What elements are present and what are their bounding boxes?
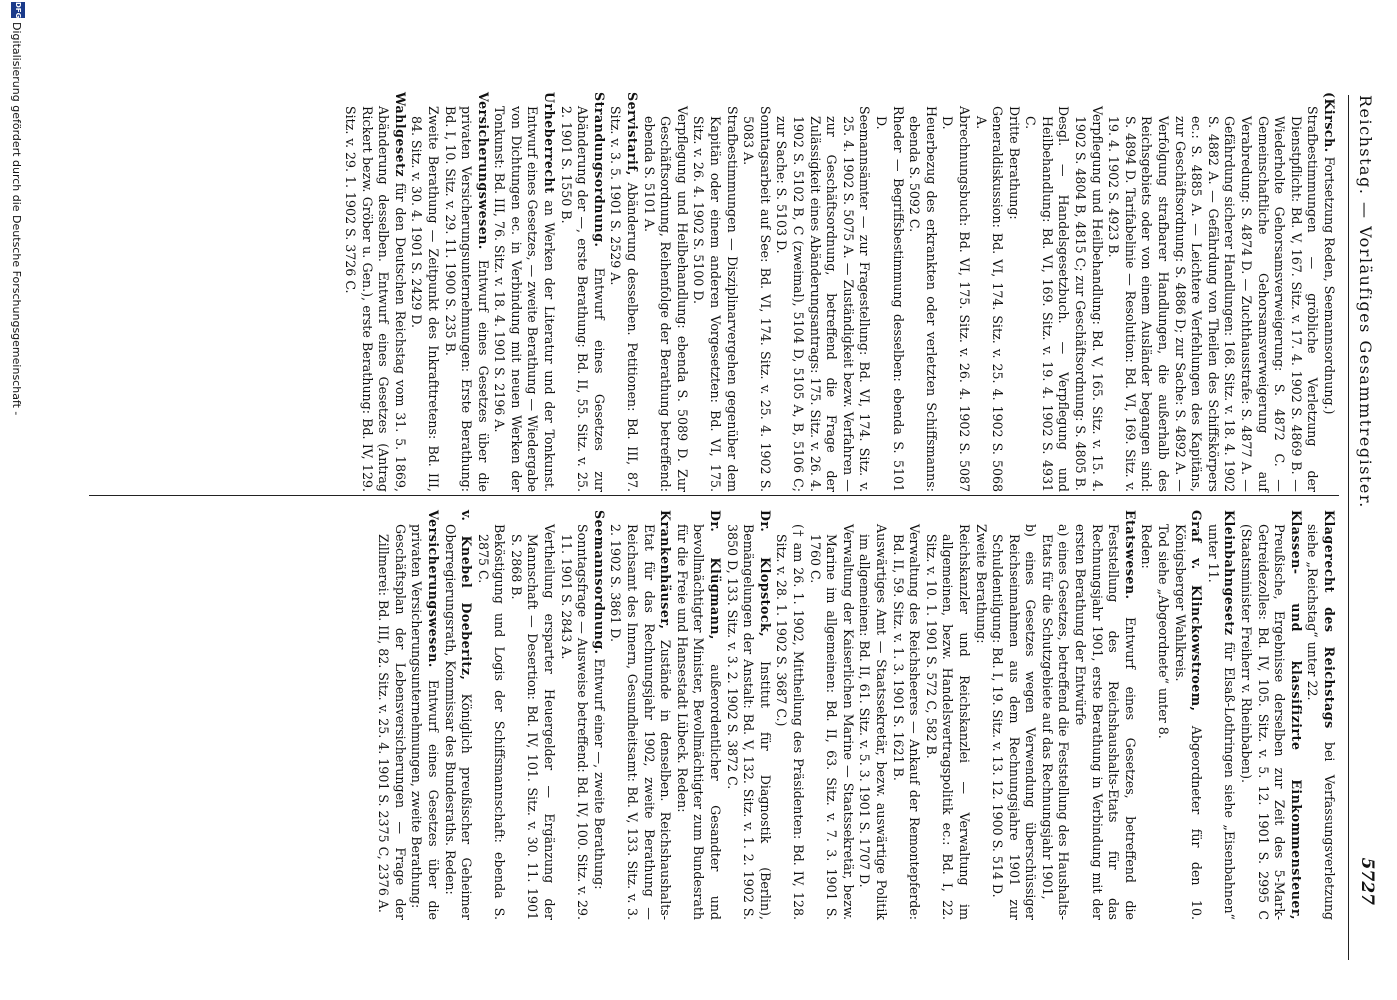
entry-text: Entwurf eines Gesetzes, betreffend die Feststellung des Reichshaushalts-Etats für das Rechnungsjahr 1901, erste Berathung in Verbindung mit der ersten Berathung der Entwürfe	[1073, 524, 1138, 920]
index-entry	[1138, 510, 1155, 920]
entry-keyword: Graf v. Klinckowstroem,	[1189, 510, 1205, 712]
index-entry	[408, 510, 441, 920]
entry-text: Zustände in denselben. Reichshaushalts-Etat für das Rechnungsjahr 1902, zweite Berathung — Reichsamt des Innern, Gesundheitsamt: Bd. V, 133. Sitz. v. 3. 2. 1902 S. 3861 D.	[608, 524, 674, 920]
entry-text: für Elsaß-Lothringen siehe „Eisenbahnen“ unter 11.	[1205, 524, 1238, 920]
entry-text: Zweite Berathung:	[973, 524, 989, 644]
entry-text: Desgl. — Handelsgesetzbuch. — Verpflegung und Heilbehandlung: Bd. VI, 169. Sitz. v. 19. 4. 1902 S. 4931 C.	[1023, 106, 1072, 492]
index-entry	[972, 510, 989, 920]
entry-text: Fortsetzung Reden, Seemannsordnung.)	[1322, 152, 1337, 415]
entry-text: Strafbestimmungen — Disziplinarvergehen gegenüber dem Kapitän oder einem anderen Vorgesetzten: Bd. VI, 175. Sitz. v. 26. 4. 1902 S. 5100 D.	[691, 106, 740, 492]
entry-text: Entwurf einer —, zweite Berathung:	[591, 654, 607, 890]
entry-keyword: Dr. Klügmann,	[708, 510, 724, 640]
entry-text: Entwurf eines Gesetzes zur Abänderung der —, erste Berathung: Bd. II, 55. Sitz. v. 25. 2. 1901 S. 1550 B.	[558, 106, 607, 492]
index-entry	[1320, 92, 1337, 492]
running-title: Reichstag. — Vorläufiges Gesammtregister.	[1356, 95, 1375, 509]
entry-keyword: Klassen- und klassifizirte Einkommensteuer,	[1288, 510, 1304, 920]
page-number: 5727	[1357, 857, 1377, 905]
entry-text: Beköstigung und Logis der Schiffsmannschaft: ebenda S. 2875 C.	[475, 524, 508, 920]
entry-text: Strafbestimmungen — gröbliche Verletzung der Dienstpflicht: Bd. V, 167. Sitz. v. 17. 4. 1902 S. 4869 B. — Wiederholte Gehorsamsverweigerung: S. 4872 C. — Gemeinschaftliche Gehorsamsverweigerung auf Verabredung: S. 4874 D. — Zuchthausstrafe: S. 4877 A. — Gefährdung sicherer Handlungen: 168. Sitz. v. 18. 4. 1902 S. 4882 A. — Gefährdung von Theilen des Schiffskörpers ec.: S. 4885 A. — Leichtere Verfehlungen des Kapitäns, zur Geschäftsordnung: S. 4886 D; zur Sache: S. 4892 A. — Verfolgung strafbarer Handlungen, die außerhalb des Reichsgebiets oder von einem Ausländer begangen sind: S. 4894 D. Tarifabelinie — Resolution: Bd. VI, 169. Sitz. v. 19. 4. 1902 S. 4923 B.	[1106, 106, 1321, 492]
index-entry	[690, 92, 740, 492]
entry-text: Dritte Berathung:	[1006, 106, 1022, 220]
index-entry	[441, 510, 474, 920]
entry-text: Abrechnungsbuch: Bd. VI, 175. Sitz. v. 26. 4. 1902 S. 5087 D.	[940, 106, 972, 492]
index-entry	[1038, 510, 1071, 920]
entry-text: Verwaltung der Kaiserlichen Marine — Staatssekretär, bezw. Marine im allgemeinen: Bd. II, 63. Sitz. v. 7. 3. 1901 S. 1760 C.	[807, 524, 856, 920]
entry-text: a) eines Gesetzes, betreffend die Feststellung des Haushalts-Etats für die Schutzgebiete auf das Rechnungsjahr 1901,	[1039, 524, 1072, 920]
entry-text: Reden:	[1139, 524, 1155, 569]
entry-keyword: Dr. Klopstock,	[757, 510, 773, 638]
right-column	[375, 510, 1337, 920]
entry-keyword: Krankenhäuser,	[658, 510, 674, 630]
entry-text: Reichskanzler und Reichskanzlei — Verwaltung im allgemeinen, bezw. Handelsvertragspolitik ec.: Bd. I, 22. Sitz. v. 10. 1. 1901 S. 572 C, 582 B.	[923, 524, 972, 920]
index-entry	[989, 510, 1039, 920]
entry-keyword: Seemannsordnung.	[591, 510, 607, 655]
index-entry	[1022, 92, 1072, 492]
entry-text: Rheder — Begriffsbestimmung desselben: ebenda S. 5101 D.	[873, 106, 906, 492]
index-entry	[1072, 92, 1105, 492]
index-entry	[740, 92, 773, 492]
entry-keyword: v. Knebel Doeberitz,	[459, 510, 475, 681]
page-header	[1351, 95, 1379, 905]
entry-text: Generaldiskussion: Bd. VI, 174. Sitz. v. 25. 4. 1902 S. 5068 A.	[973, 106, 1006, 492]
entry-keyword: Servistarif,	[625, 92, 641, 176]
left-column	[341, 92, 1337, 492]
entry-text: Verpflegung und Heilbehandlung: Bd. V, 165. Sitz. v. 15. 4. 1902 S. 4804 B, 4815 C; zur Geschäftsordnung: S. 4805 B.	[1073, 106, 1105, 492]
entry-text: Vertheilung ersparter Heuergelder — Ergänzung der Mannschaft — Desertion: Bd. IV, 101. Sitz. v. 30. 11. 1901 S. 2868 B.	[508, 524, 558, 920]
index-entry	[1204, 510, 1237, 920]
digitization-note	[7, 0, 25, 1000]
header-rule	[1348, 95, 1349, 960]
index-entry	[1072, 510, 1138, 920]
entry-keyword: Kleinbahngesetz	[1222, 510, 1238, 636]
index-entry	[806, 510, 856, 920]
entry-text: Geschäftsplan der Lebensversicherungen — Frage der Zillmerei: Bd. III, 82. Sitz. v. 25. 4. 1901 S. 2375 C, 2376 A.	[376, 524, 408, 920]
index-entry	[1304, 510, 1337, 920]
entry-keyword: Klagerecht des Reichstags	[1322, 510, 1337, 729]
index-entry	[441, 92, 491, 492]
entry-text: († am 26. 1. 1902, Mittheilung des Präsidenten: Bd. IV, 128. Sitz. v. 28. 1. 1902 S. 3687 C.)	[774, 524, 806, 920]
entry-text: Entwurf eines Gesetzes über die privaten Versicherungsunternehmungen, zweite Berathung:	[409, 524, 441, 920]
entry-text: für den Deutschen Reichstag vom 31. 5. 1869, Abänderung desselben. Entwurf eines Gesetzes (Antrag Rickert bezw. Gröber u. Gen.), erste Berathung: Bd. IV, 129. Sitz. v. 29. 1. 1902 S. 3726 C.	[342, 106, 408, 492]
index-entry	[607, 510, 673, 920]
entry-text: Entwurf eines Gesetzes über die privaten Versicherungsunternehmungen: Erste Berathung: Bd. I, 10. Sitz. v. 29. 11. 1900 S. 235 B.	[442, 106, 491, 492]
entry-text: Königlich preußischer Geheimer Oberregierungsrath, Kommissar des Bundesraths. Reden:	[442, 524, 475, 920]
entry-text: Preußische, Ergebnisse derselben zur Zeit des 5-Mark-Getreidezolles: Bd. IV, 105. Sitz. v. 5. 12. 1901 S. 2995 C (Staatsminister Freiherr v. Rheinbaben).	[1239, 524, 1288, 920]
index-entry	[1171, 510, 1204, 920]
index-entry	[723, 510, 773, 920]
entry-keyword: Wahlgesetz	[392, 92, 408, 178]
entry-keyword: Versicherungswesen.	[475, 92, 491, 250]
index-entry	[773, 92, 873, 492]
entry-text: Auswärtiges Amt — Staatssekretär, bezw. auswärtige Politik im allgemeinen: Bd. II, 61. Sitz. v. 5. 3. 1901 S. 1707 D.	[857, 524, 889, 920]
index-entry	[474, 510, 507, 920]
entry-text: Seemannsämter — zur Fragestellung: Bd. VI, 174. Sitz. v. 25. 4. 1902 S. 5075 A. — Zuständigkeit bezw. Verfahren — zur Geschäftsordnung, betreffend die Frage der Zulässigkeit eines Abänderungsantrags: 175. Sitz. v. 26. 4. 1902 S. 5102 B, C (zweimal), 5104 D, 5105 A, B, 5106 C; zur Sache: S. 5103 D.	[774, 106, 873, 492]
entry-keyword: Urheberrecht	[542, 92, 558, 194]
index-entry	[1005, 92, 1022, 492]
entry-text: Verwaltung des Reichsheeres — Ankauf der Remontepferde: Bd. II, 59. Sitz. v. 1. 3. 1901 S. 1621 B.	[890, 524, 923, 920]
index-entry	[872, 92, 905, 492]
index-entry	[1154, 510, 1171, 920]
entry-keyword: (Kirsch.	[1322, 92, 1337, 153]
entry-text: an Werken der Literatur und der Tonkunst. Entwurf eines Gesetzes, — zweite Berathung — Wiedergabe von Dichtungen ec. in Verbindung mit neuen Werken der Tonkunst: Bd. III, 76. Sitz. v. 18. 4. 1901 S. 2196 A.	[492, 106, 558, 492]
entry-text: Sonntagsfrage — Ausweise betreffend: Bd. IV, 100. Sitz. v. 29. 11. 1901 S. 2843 A.	[558, 524, 591, 920]
entry-text: außerordentlicher Gesandter und bevollmächtigter Minister, Bevollmächtigter zum Bundesrath für die Freie und Hansestadt Lübeck. Reden:	[674, 524, 724, 920]
index-entry	[590, 510, 607, 920]
entry-text: Abgeordneter für den 10. Königsberger Wahlkreis.	[1172, 524, 1205, 920]
index-entry	[557, 92, 607, 492]
index-entry	[491, 92, 557, 492]
dfg-logo-icon: DFG	[11, 2, 25, 18]
column-divider	[89, 495, 1339, 496]
index-entry	[375, 510, 408, 920]
index-entry	[607, 92, 640, 492]
index-entry	[1105, 92, 1321, 492]
index-entry	[856, 510, 889, 920]
entry-text: bei Verfassungsverletzung siehe „Reichstag“ unter 22.	[1305, 524, 1337, 920]
index-entry	[557, 510, 590, 920]
entry-text: b) eines Gesetzes wegen Verwendung überschüssiger Reichseinnahmen aus dem Rechnungsjahre 1901 zur Schuldentilgung: Bd. I, 19. Sitz. v. 13. 12. 1900 S. 514 D.	[990, 524, 1039, 920]
entry-text: Abänderung desselben. Petitionen: Bd. III, 87. Sitz. v. 3. 5. 1901 S. 2529 A.	[608, 106, 641, 492]
index-entry	[1237, 510, 1303, 920]
entry-text: Zweite Berathung — Zeitpunkt des Inkrafttretens: Bd. III, 84. Sitz. v. 30. 4. 1901 S. 2429 D.	[409, 106, 441, 492]
index-entry	[889, 510, 922, 920]
index-entry	[408, 92, 441, 492]
index-entry	[939, 92, 972, 492]
entry-text: Heuerbezug des erkrankten oder verletzten Schiffsmanns: ebenda S. 5092 C.	[907, 106, 939, 492]
entry-keyword: Versicherungswesen.	[425, 510, 441, 668]
entry-text: Institut für Diagnostik (Berlin), Bemängelungen der Anstalt: Bd. V, 132. Sitz. v. 1. 2. 1902 S. 3850 D, 133. Sitz. v. 3. 2. 1902 S. 3872 C.	[724, 524, 773, 920]
index-entry	[640, 92, 690, 492]
entry-text: Sonntagsarbeit auf See: Bd. VI, 174. Sitz. v. 25. 4. 1902 S. 5083 A.	[741, 106, 773, 492]
index-entry	[773, 510, 806, 920]
entry-keyword: Strandungsordnung.	[591, 92, 607, 248]
index-entry	[673, 510, 723, 920]
entry-text: Verpflegung und Heilbehandlung: ebenda S. 5089 D. Zur Geschäftsordnung, Reihenfolge der Berathung betreffend: ebenda S. 5101 A.	[641, 106, 690, 492]
entry-text: Tod siehe „Abgeordnete“ unter 8.	[1156, 524, 1172, 739]
entry-keyword: Etatswesen.	[1122, 510, 1138, 600]
index-entry	[922, 510, 972, 920]
index-entry	[972, 92, 1005, 492]
digitization-note-text: Digitalisierung gefördert durch die Deutsche Forschungsgemeinschaft -	[10, 22, 23, 416]
index-entry	[341, 92, 407, 492]
index-entry	[507, 510, 557, 920]
index-entry	[906, 92, 939, 492]
